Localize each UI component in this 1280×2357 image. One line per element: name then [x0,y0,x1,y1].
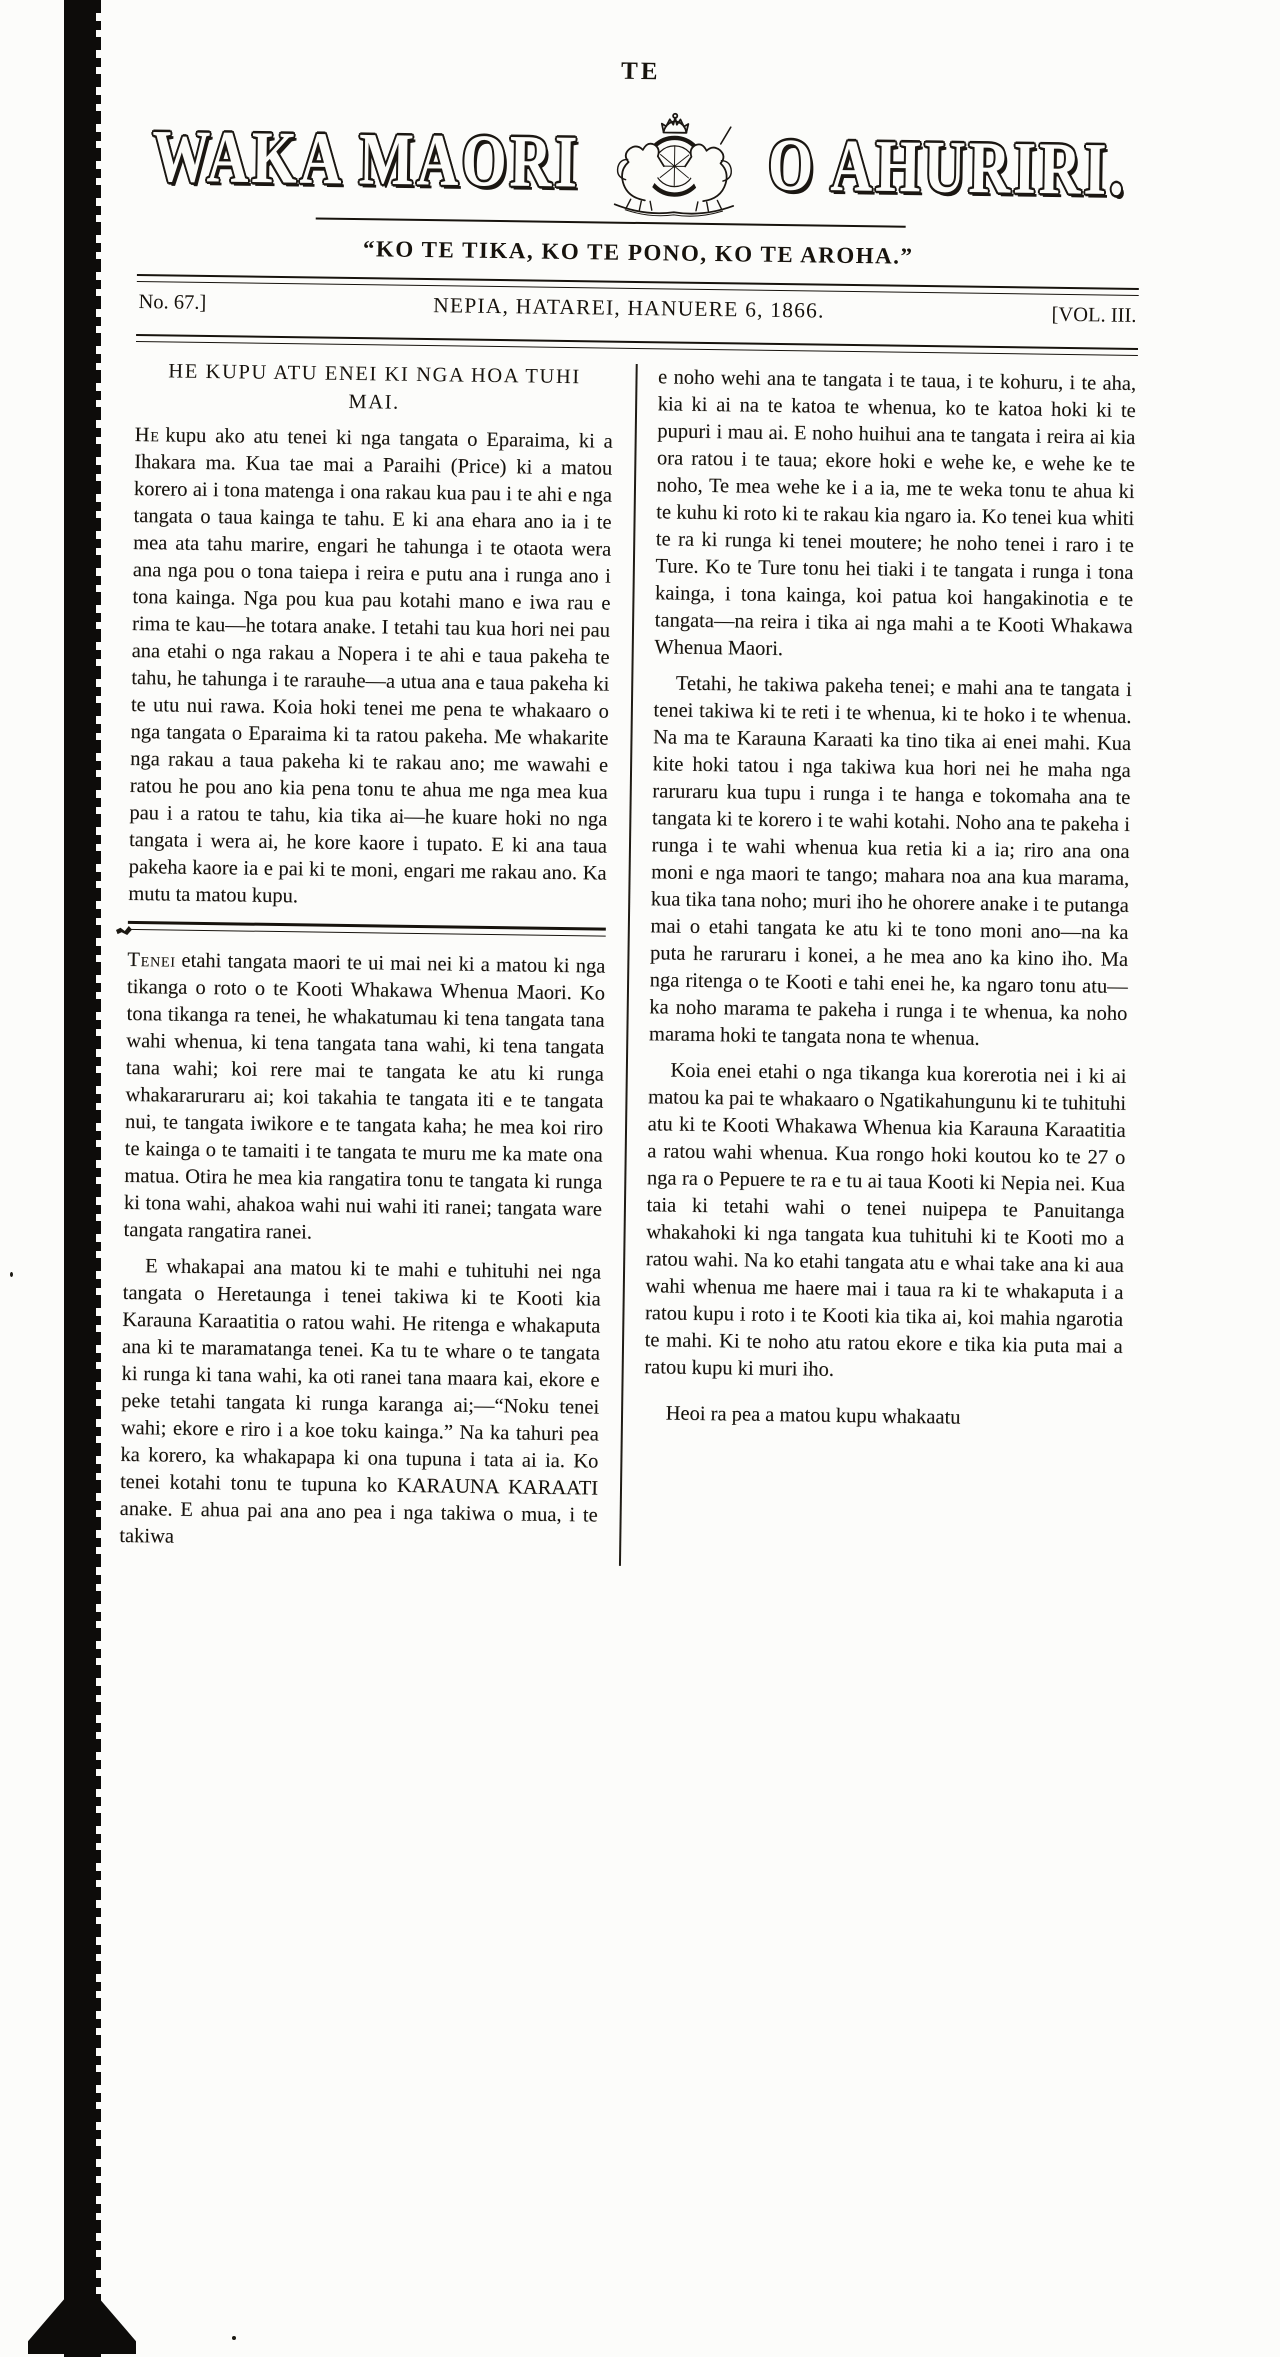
paragraph-lead: He [134,423,160,447]
volume-number: [VOL. III. [1051,303,1137,327]
body-paragraph [649,670,1132,1055]
dateline: NEPIA, HATAREI, HANUERE 6, 1866. [433,293,825,323]
scan-edge-bar [64,0,96,2357]
article-heading: HE KUPU ATU ENEI KI NGA HOA TUHI MAI. [168,360,581,414]
paragraph-text: etahi tangata maori te ui mai nei ki a matou ki nga tikanga o roto o te Kooti Whakawa Whenua Maori. Ko tona tikanga ra tenei, he whakatumau ki tena tangata tana wahi whenua, ki tena tangata tana wahi, ki tena tangata tana wahi; koi rere mai te tangata ke atu ki runga whakararuraru ai; koi takahia te tangata iti e te tangata nui, te tangata iwikore e te tangata kaha; he mea koi riro te kainga o te tamaiti i te tangata te muru me ka mate ona matua. Otira he mea kia rangatira tonu te tangata ki runga ki tona wahi, ahakoa wahi nui wahi iti ranei; tangata ware tangata rangatira ranei. [123,949,606,1244]
closing-paragraph [643,1400,1121,1434]
rule-below-dateline [136,334,1138,356]
paragraph-text: Heoi ra pea a matou kupu whakaatu [665,1402,961,1429]
left-column [119,357,614,1565]
article2-paragraph [123,946,605,1250]
paragraph-lead: Tenei [127,948,176,972]
page-content [119,51,1142,1572]
paragraph-text: Koia enei etahi o nga tikanga kua korerotia nei i ki ai matou ka pai te whakaaro o Ngatikahungunu ki te tuhituhi atu ki te Kooti Whakawa Whenua kia Karauna Karaatitia a ratou wahi whenua. Kua rongo hoki koutou ko te 27 o nga ra o Pepuere te ra e tu ai taua Kooti ki Nepia nei. Kua taia ki tetahi wahi o tenei nuipepa te Panuitanga whakahoki ki nga tangata kua tuhituhi ki te Kooti mo a ratou wahi. Na ko etahi tangata atu e whai take ana ki aua wahi whenua me haere mai i taua ra ki te whakaputa i a ratou kupu i roto i te Kooti kia tika ai, koi mahia ngarotia te mahi. Ki te noho atu ratou ekore e tika kia puta mai a ratou kupu ki muri iho. [644,1059,1127,1381]
scan-edge-bar-foot [28,2296,136,2354]
paragraph-text: Tetahi, he takiwa pakeha tenei; e mahi ana te tangata i tenei takiwa ki te reti i te whenua, ki te hoko i te whenua. Na ma te Karauna Karaati ka tino tika ai enei mahi. Kua kite hoki tatou i nga takiwa kua hori nei he maha nga raruraru kua tupu i runga i te hanga e tokomaha ana te tangata ki te korero i te wahi kotahi. Noho ana te pakeha i runga i te wahi whenua kua retia ki a ia; riro ana ona moni e nga maori te tango; mahara noa ana kua marama, kua tika tana noho; muri iho he ohorere anake i te putanga mai o etahi tangata ke atu ki te tono moni ano—na ka puta he raruraru i konei, a he mea ano ka kino iho. Ma nga ritenga o te Kooti e tahi enei he, ka ngaro tonu atu—ka noho marama te pakeha i runga i te whenua, ka noho marama hoki te tangata nona te whenua. [648,672,1132,1050]
royal-coat-of-arms-icon [589,108,759,220]
body-paragraph [644,1057,1126,1388]
article-divider-rule [128,921,606,936]
article2-paragraph [119,1252,601,1556]
paragraph-text: kupu ako atu tenei ki nga tangata o Eparaima, ki a Ihakara ma. Kua tae mai a Paraihi (Price) ki a matou korero ai i tona matenga i ona rakau kua pau i te ahi e nga tangata o taua kainga te tahu. E ki ana ehara ano ia i te mea ata tahu marire, engari he tahunga i te otaota wera ana nga pou o tona taiepa i reira e putu ana i runga ano i tona kainga. Nga pou kua pau kotahi mano e iwa rau e rima te kau—he totara anake. I tetahi tau kua hori nei pau ana etahi o nga rakau a Nopera i te ahi e taua pakeha te tahu, he tahunga i te rarauhe—a utua ana e taua pakeha ki te utu nui rawa. Koia hoki tenei me pena te whakaaro o nga tangata o Eparaima ki ta ratou pakeha. Me whakarite nga rakau a taua pakeha ki te rakau ano; me wawahi e ratou he pou ano kia pena tonu te ahua me nga mea kua pau i a ratou te tahu, kia tika ai—he kuare hoki no nga tangata i wera ai, he kore kaore i tupato. E ki ana taua pakeha kaore ia e pai ki te moni, engari me rakau ano. Ka mutu ta matou kupu. [128,424,613,908]
column-divider-rule [619,364,637,1565]
masthead-kicker: TE [620,57,661,86]
right-column [642,364,1137,1572]
ink-speck [232,2336,236,2340]
ink-speck [10,1272,13,1277]
masthead-title-left: WAKA MAORI [151,113,581,203]
masthead-title-right: O AHURIRI. [767,122,1128,211]
article1-paragraph [128,422,613,915]
paragraph-text: E whakapai ana matou ki te mahi e tuhituhi nei nga tangata o Heretaunga i tenei takiwa ki te Kooti kia Karauna Karaatitia o ratou wahi. He ritenga e whakaputa ana ki te maramatanga tenei. Ka tu te whare o te tangata ki runga ki tana wahi, ka oti ranei tana maara kai, ekore e peke tetahi tangata ki runga karanga ai;—“Noku tenei wahi; ekore e riro i a koe toku kainga.” Na ka tahuri pea ka korero, ka whakapapa ki ona tupuna i tata ai ia. Ko tenei kotahi tonu te tupuna ko KARAUNA KARAATI anake. E ahua pai ana ano pea i nga takiwa o mua, i te takiwa [119,1254,602,1548]
paragraph-text: e noho wehi ana te tangata i te taua, i te kohuru, i te aha, kia ki ai na te katoa te whenua, ko te katoa hoki ki te pupuri i mau ai. E noho huihui ana te tangata i reira ai kia ora ratou i te taua; ekore hoki e wehe ke, e wehe ke te noho, Te mea wehe ke i a ia, me te weka tonu te ahua ki te kuhu ki roto ki te rakau kia ngaro ia. Ko tenei kua whiti te ra ki runga ki tenei moutere; he noho tenei i raro i te Ture. Ko te Ture tonu hei tiaki i te tangata i runga i tona kainga, i tona kainga, koi patua koi hangakinotia e te tangata—na reira i tika ai nga mahi a te Kooti Whakawa Whenua Maori. [654,366,1137,661]
column-layout [119,357,1138,1572]
motto: “KO TE TIKA, KO TE PONO, KO TE AROHA.” [362,236,914,269]
masthead [138,99,1141,225]
continuation-paragraph [654,364,1136,668]
issue-number: No. 67.] [138,291,207,314]
